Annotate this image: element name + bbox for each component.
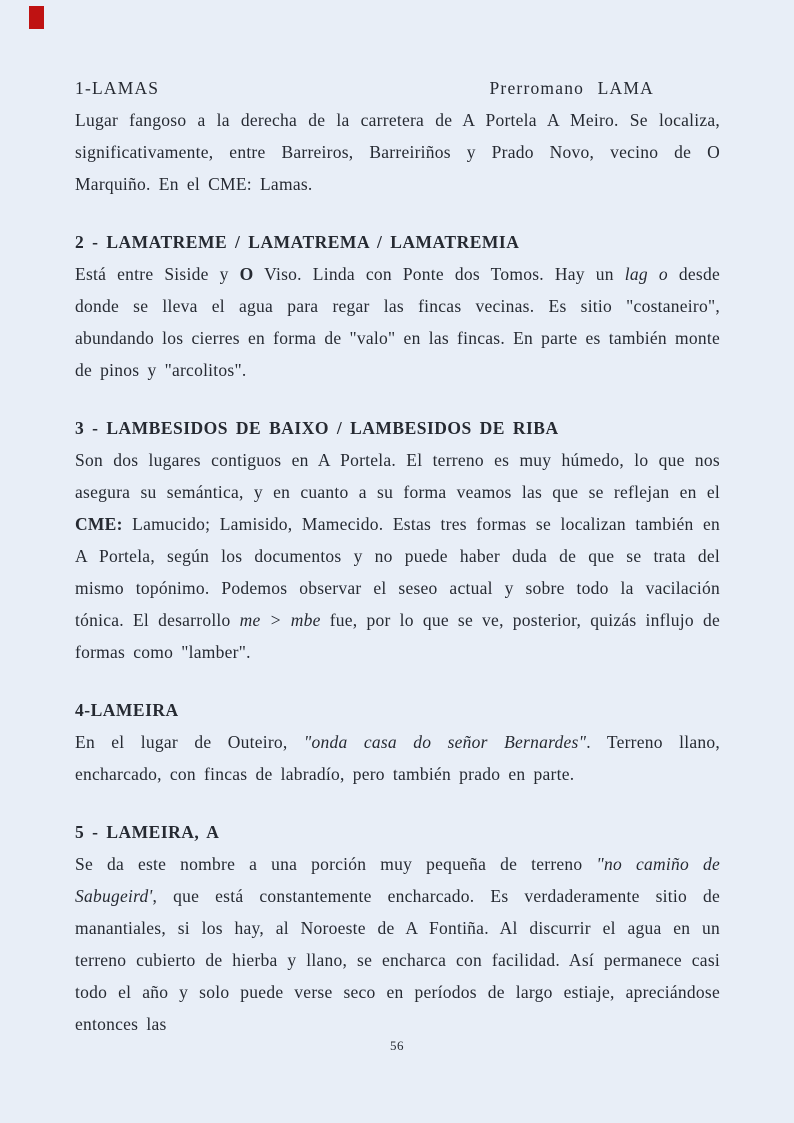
text-span: Lamucido; Lamisido, Mamecido. Estas tres formas se localizan también en A Portela, según los documentos y no puede haber duda de que se trata del mismo topónimo. Podemos observar el seseo actual y sobre todo la vacilación tónica. El desarrollo: [75, 514, 720, 630]
text-span: . Terreno llano, encharcado, con fincas de labradío, pero también prado en parte.: [75, 732, 720, 784]
section-paragraph: [75, 726, 720, 790]
section-lamas: [75, 72, 720, 200]
section-heading-row: [75, 72, 720, 104]
text-span: Se da este nombre a una porción muy pequeña de terreno: [75, 854, 597, 874]
text-span-italic: "no camiño de Sabugeird': [75, 854, 720, 906]
text-span: Son dos lugares contiguos en A Portela. El terreno es muy húmedo, lo que nos asegura su semántica, y en cuanto a su forma veamos las que se reflejan en el: [75, 450, 720, 502]
red-corner-mark: [29, 6, 44, 29]
section-lameira: [75, 694, 720, 790]
text-span-bold: O: [239, 264, 254, 284]
section-paragraph: [75, 258, 720, 386]
etymology-label: Prerromano LAMA: [489, 78, 654, 98]
section-lamatreme: [75, 226, 720, 386]
section-lameira-a: [75, 816, 720, 1040]
section-lambesidos: [75, 412, 720, 668]
text-span: desde donde se lleva el agua para regar las fincas vecinas. Es sitio "costaneiro", abundando los cierres en forma de "valo" en las fincas. En parte es también monte de pinos y "arcolitos".: [75, 264, 720, 380]
section-paragraph: [75, 444, 720, 668]
section-heading: 3 - LAMBESIDOS DE BAIXO / LAMBESIDOS DE RIBA: [75, 418, 559, 438]
page-number: 56: [390, 1038, 404, 1053]
text-span: En el lugar de Outeiro,: [75, 732, 304, 752]
text-span-bold: CME:: [75, 514, 123, 534]
text-span: Lugar fangoso a la derecha de la carretera de A Portela A Meiro. Se localiza, significativamente, entre Barreiros, Barreiriños y Prado Novo, vecino de O Marquiño. En el CME: Lamas.: [75, 110, 720, 194]
section-heading: 1-LAMAS: [75, 78, 160, 98]
section-paragraph: [75, 104, 720, 200]
section-heading: 5 - LAMEIRA, A: [75, 822, 220, 842]
text-span-italic: me > mbe: [239, 610, 321, 630]
page-content: [75, 72, 720, 1066]
text-span: Viso. Linda con Ponte dos Tomos. Hay un: [253, 264, 625, 284]
text-span-italic: "onda casa do señor Bernardes": [303, 732, 587, 752]
text-span: , que está constantemente encharcado. Es verdaderamente sitio de manantiales, si los hay, al Noroeste de A Fontiña. Al discurrir el agua en un terreno cubierto de hierba y llano, se encharca con facilidad. Así permanece casi todo el año y solo puede verse seco en períodos de largo estiaje, apreciándose entonces las: [75, 886, 720, 1034]
section-heading: 2 - LAMATREME / LAMATREMA / LAMATREMIA: [75, 232, 520, 252]
text-span: Está entre Siside y: [75, 264, 240, 284]
section-heading: 4-LAMEIRA: [75, 700, 179, 720]
section-paragraph: [75, 848, 720, 1040]
text-span: fue, por lo que se ve, posterior, quizás influjo de formas como "lamber".: [75, 610, 720, 662]
text-span-italic: lag o: [624, 264, 668, 284]
